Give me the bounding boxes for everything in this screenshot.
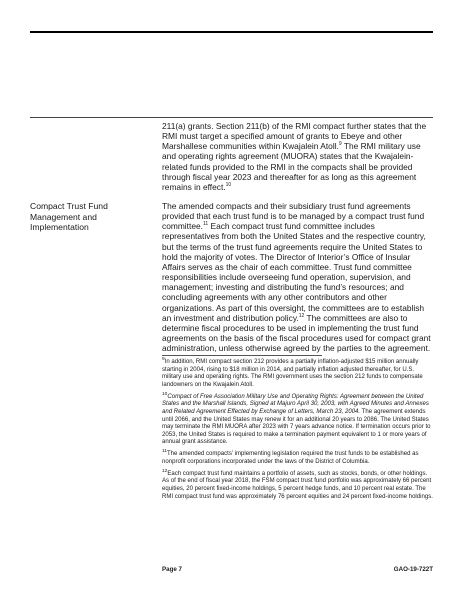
footnote-ref-12[interactable]: 12 xyxy=(298,312,305,319)
footnote-text: The agreement extends until 2066, and the United States may renew it for an additional 20 years to 2086. The United States may terminate the RMI MUORA after 2023 with 7 years advance notice. If termination occurs prior to 2053, the United States is required to make a termination payment equivalent to 1 or more years of annual grant assistance. xyxy=(162,408,431,446)
footnote-number: 10 xyxy=(162,391,168,397)
footnote-ref-10[interactable]: 10 xyxy=(225,182,232,189)
report-id: GAO-19-722T xyxy=(393,566,433,573)
footnote-citation-title: Compact of Free Association Military Use and Operating Rights: Agreement between the United States and the Marshall Islands, Signed at Majuro April 30, 2003, with Agreed Minutes and Annexes and Related Agreement Effected by Exchange of Letters, March 23, 2004. xyxy=(162,393,429,415)
paragraph-text: The amended compacts and their subsidiary trust fund agreements provided that each trust fund is to be managed by a compact trust fund committee. xyxy=(162,201,425,232)
footnote-text: Each compact trust fund maintains a portfolio of assets, such as stocks, bonds, or other holdings. As of the end of fiscal year 2018, the FSM compact trust fund portfolio was approximately 66 percent equities, 20 percent fixed-income holdings, 5 percent hedge funds, and 10 percent real estate. The RMI compact trust fund was approximately 76 percent equities and 24 percent fixed-income holdings. xyxy=(162,470,433,500)
paragraph-text: Each compact trust fund committee includes representatives from both the United States and the respective country, but the terms of the trust fund agreements require the United States to hold the majority of votes. The Director of Interior’s Office of Insular Affairs serves as the chair of each committee. Trust fund committee responsibilities include overseeing fund operation, supervision, and management; investing and distributing the fund’s resources; and concluding agreements with any other contributors and other organizations. As part of this oversight, the committees are to establish an investment and distribution policy. xyxy=(162,221,426,323)
section-divider xyxy=(30,117,433,118)
top-rule xyxy=(30,31,433,33)
footnote-number: 12 xyxy=(162,468,168,474)
footnote-ref-11[interactable]: 11 xyxy=(202,221,209,228)
footnote-9 xyxy=(162,356,434,389)
continued-paragraph xyxy=(162,121,432,192)
footnote-ref-9[interactable]: 9 xyxy=(338,141,342,148)
footnote-text: In addition, RMI compact section 212 provides a partially inflation-adjusted $15 million annually starting in 2004, rising to $18 million in 2014, and partially inflation adjusted thereafter, for U.S. military use and operating rights. The RMI government uses the section 212 funds to compensate landowners on the Kwajalein Atoll. xyxy=(162,359,423,388)
footnote-11 xyxy=(162,451,434,466)
footnote-separator xyxy=(162,355,322,356)
footnote-number: 11 xyxy=(162,449,167,455)
footnote-12 xyxy=(162,468,434,501)
page-number: Page 7 xyxy=(162,566,182,573)
paragraph-text: The committees are also to determine fiscal procedures to be used in implementing the trust fund agreements on the basis of the fiscal procedures used for compact grant administration, unless otherwise agreed by the parties to the agreement. xyxy=(162,312,431,354)
section-heading: Compact Trust Fund Management and Implementation xyxy=(30,201,108,232)
trust-fund-paragraph xyxy=(162,201,432,353)
footnote-number: 9 xyxy=(162,356,165,362)
paragraph-text: The RMI military use and operating rights agreement (MUORA) states that the Kwajalein-related funds provided to the RMI in the compacts shall be provided through fiscal year 2023 and thereafter for as long as this agreement remains in effect. xyxy=(162,141,421,192)
paragraph-text: 211(a) grants. Section 211(b) of the RMI compact further states that the RMI must target a specified amount of grants to Ebeye and other Marshallese communities within Kwajalein Atoll. xyxy=(162,121,427,152)
footnotes xyxy=(162,356,434,506)
footnote-10 xyxy=(162,391,434,447)
footnote-text: The amended compacts’ implementing legislation required the trust funds to be established as nonprofit corporations incorporated under the laws of the District of Columbia. xyxy=(162,451,419,465)
